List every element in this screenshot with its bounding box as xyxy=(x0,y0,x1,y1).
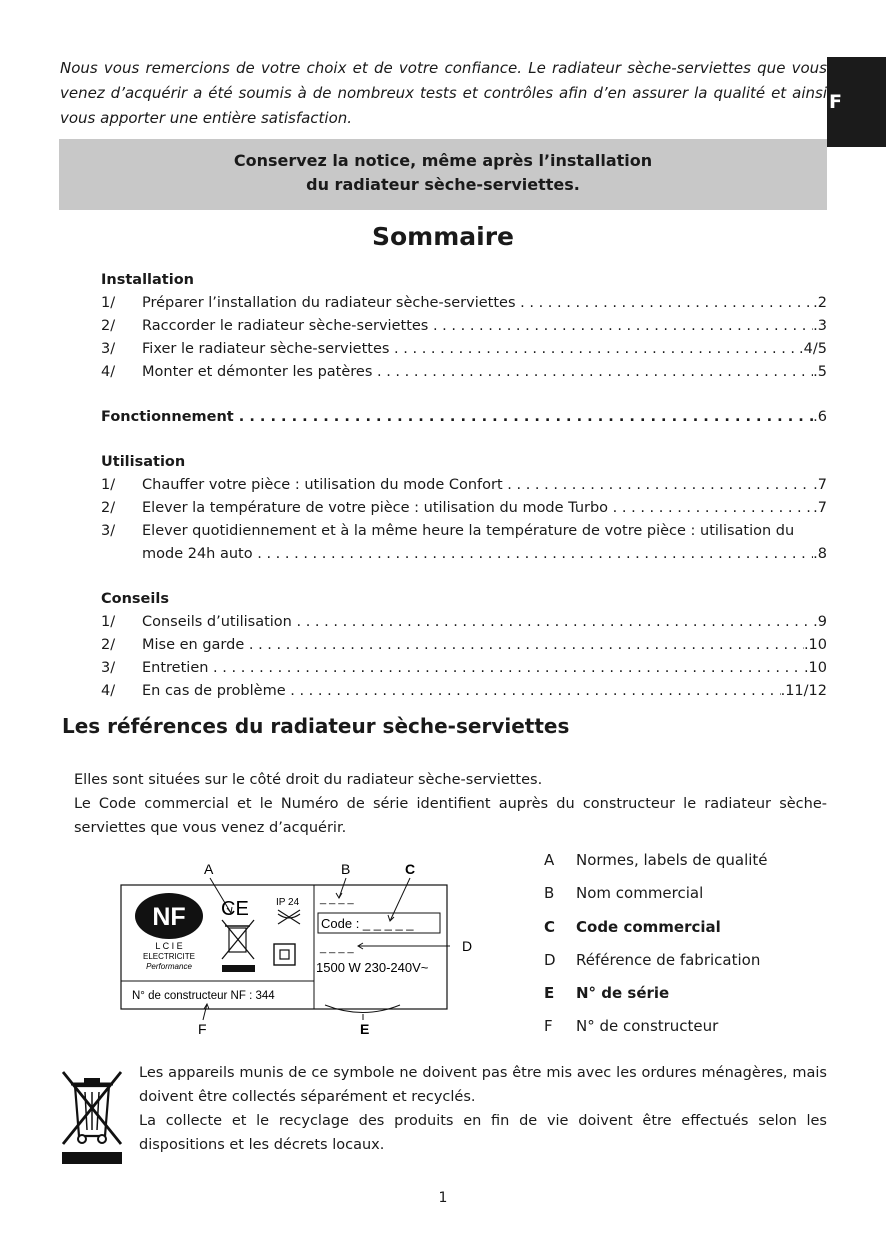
toc-row[interactable] xyxy=(101,361,827,384)
references-intro xyxy=(74,768,827,840)
toc-page: .9 xyxy=(813,614,827,630)
toc-page: .8 xyxy=(813,546,827,562)
legend-letter: D xyxy=(544,950,556,969)
toc-num: 2/ xyxy=(101,637,116,653)
legend-row-a xyxy=(544,848,768,881)
code-text: Code : _ _ _ _ _ xyxy=(321,916,414,931)
weee-bin-small-icon xyxy=(222,920,255,972)
weee-notice-line1: Les appareils munis de ce symbole ne doivent pas être mis avec les ordures ménagères, mais doivent être collectés séparément et recyclés. xyxy=(139,1065,827,1105)
toc-page: .10 xyxy=(803,637,827,653)
lcie-text: L C I E xyxy=(155,941,183,951)
power-text: 1500 W 230-240V~ xyxy=(316,960,429,975)
toc-row[interactable] xyxy=(101,611,827,634)
toc-row[interactable] xyxy=(101,657,827,680)
references-title: Les références du radiateur sèche-serviettes xyxy=(62,714,570,738)
legend xyxy=(544,848,768,1048)
toc-text: Fixer le radiateur sèche-serviettes . . . xyxy=(142,338,799,361)
toc-row[interactable] xyxy=(101,520,827,543)
toc-text: Fonctionnement . . . xyxy=(101,406,813,429)
table-of-contents xyxy=(101,269,827,703)
toc-num: 4/ xyxy=(101,364,116,380)
toc-num: 3/ xyxy=(101,341,116,357)
toc-row[interactable] xyxy=(101,634,827,657)
ce-mark-icon: CE xyxy=(221,898,249,920)
toc-heading-conseils: Conseils xyxy=(101,591,169,607)
toc-page: .5 xyxy=(813,364,827,380)
rating-plate-diagram xyxy=(118,858,478,1038)
toc-num: 1/ xyxy=(101,477,116,493)
toc-text: Raccorder le radiateur sèche-serviettes . . . xyxy=(142,315,813,338)
diagram-label-b: B xyxy=(341,861,351,877)
legend-letter: B xyxy=(544,884,555,903)
toc-num: 1/ xyxy=(101,295,116,311)
diagram-label-f: F xyxy=(198,1021,207,1037)
toc-title: Sommaire xyxy=(371,222,514,251)
page-number: 1 xyxy=(438,1190,448,1206)
toc-text: En cas de problème . . . xyxy=(142,680,781,703)
toc-text: Elever la température de votre pièce : utilisation du mode Turbo . . . xyxy=(142,497,813,520)
weee-notice xyxy=(139,1061,827,1157)
reference-dashes: _ _ _ _ xyxy=(320,942,354,954)
drip-crossed-icon xyxy=(278,910,300,924)
legend-letter: E xyxy=(544,984,555,1003)
commercial-name-dashes: _ _ _ _ xyxy=(320,893,354,905)
legend-row-b xyxy=(544,881,768,914)
legend-letter: F xyxy=(544,1017,553,1036)
legend-text: Référence de fabrication xyxy=(576,950,761,969)
references-intro-line1: Elles sont situées sur le côté droit du radiateur sèche-serviettes. xyxy=(74,772,543,788)
toc-page: .3 xyxy=(813,318,827,334)
toc-row-continued[interactable] xyxy=(101,543,827,566)
legend-text: Code commercial xyxy=(576,917,721,936)
legend-row-e xyxy=(544,981,768,1014)
intro-paragraph: Nous vous remercions de votre choix et de votre confiance. Le radiateur sèche-serviettes que vous venez d’acquérir a été soumis à de nombreux tests et contrôles afin d’en assurer la qualité et ainsi vous apporter une entière satisfaction. xyxy=(60,59,827,127)
toc-heading-utilisation: Utilisation xyxy=(101,454,186,470)
toc-row[interactable] xyxy=(101,497,827,520)
toc-page: .4/5 xyxy=(799,341,827,357)
weee-notice-line2: La collecte et le recyclage des produits en fin de vie doivent être effectués selon les dispositions et les décrets locaux. xyxy=(139,1113,827,1153)
diagram-label-a: A xyxy=(204,861,214,877)
ip-rating-text: IP 24 xyxy=(276,897,300,908)
performance-text: Performance xyxy=(146,962,192,971)
toc-text-line1: Elever quotidiennement et à la même heure la température de votre pièce : utilisation du xyxy=(142,523,795,539)
toc-page: .6 xyxy=(813,409,827,425)
toc-page: .2 xyxy=(813,295,827,311)
diagram-label-e: E xyxy=(360,1021,370,1037)
legend-row-c xyxy=(544,915,768,948)
toc-text: Entretien . . . xyxy=(142,657,804,680)
toc-row[interactable] xyxy=(101,315,827,338)
toc-row[interactable] xyxy=(101,292,827,315)
legend-row-d xyxy=(544,948,768,981)
references-intro-line2: Le Code commercial et le Numéro de série identifient auprès du constructeur le radiateur sèche-serviettes que vous venez d’acquérir. xyxy=(74,796,827,836)
diagram-label-c: C xyxy=(405,861,416,877)
legend-text: Normes, labels de qualité xyxy=(576,851,768,869)
language-tab: F xyxy=(827,57,886,147)
constructeur-text: N° de constructeur NF : 344 xyxy=(132,990,275,1002)
toc-num: 4/ xyxy=(101,683,116,699)
toc-text: Mise en garde . . . xyxy=(142,634,804,657)
toc-row[interactable] xyxy=(101,338,827,361)
keep-notice-line1: Conservez la notice, même après l’installation xyxy=(233,151,653,170)
toc-text: Chauffer votre pièce : utilisation du mode Confort . . . xyxy=(142,474,813,497)
keep-notice-line2: du radiateur sèche-serviettes. xyxy=(306,175,580,194)
toc-text: Préparer l’installation du radiateur sèche-serviettes . . . xyxy=(142,292,813,315)
toc-page: .11/12 xyxy=(780,683,827,699)
toc-num: 3/ xyxy=(101,523,116,539)
toc-num: 2/ xyxy=(101,318,116,334)
electricite-text: ELECTRICITE xyxy=(142,952,196,961)
toc-heading-installation: Installation xyxy=(101,272,194,288)
toc-page: .10 xyxy=(803,660,827,676)
toc-row[interactable] xyxy=(101,680,827,703)
toc-num: 1/ xyxy=(101,614,116,630)
legend-row-f xyxy=(544,1014,768,1047)
toc-text: Monter et démonter les patères . . . xyxy=(142,361,813,384)
diagram-label-d: D xyxy=(462,938,473,954)
weee-bin-icon xyxy=(60,1066,124,1166)
keep-notice-box xyxy=(59,139,827,210)
legend-text: N° de constructeur xyxy=(576,1017,719,1036)
legend-letter: C xyxy=(544,917,556,936)
toc-text: mode 24h auto . . . xyxy=(142,543,813,566)
toc-page: .7 xyxy=(813,500,827,516)
toc-num: 3/ xyxy=(101,660,116,676)
legend-letter: A xyxy=(544,851,555,869)
legend-text: Nom commercial xyxy=(576,884,704,903)
toc-row-fonctionnement[interactable] xyxy=(101,406,827,429)
toc-page: .7 xyxy=(813,477,827,493)
toc-row[interactable] xyxy=(101,474,827,497)
legend-text: N° de série xyxy=(576,984,670,1003)
toc-text: Conseils d’utilisation . . . xyxy=(142,611,813,634)
double-insulation-icon xyxy=(274,944,295,965)
toc-num: 2/ xyxy=(101,500,116,516)
nf-logo-text: NF xyxy=(152,903,186,931)
